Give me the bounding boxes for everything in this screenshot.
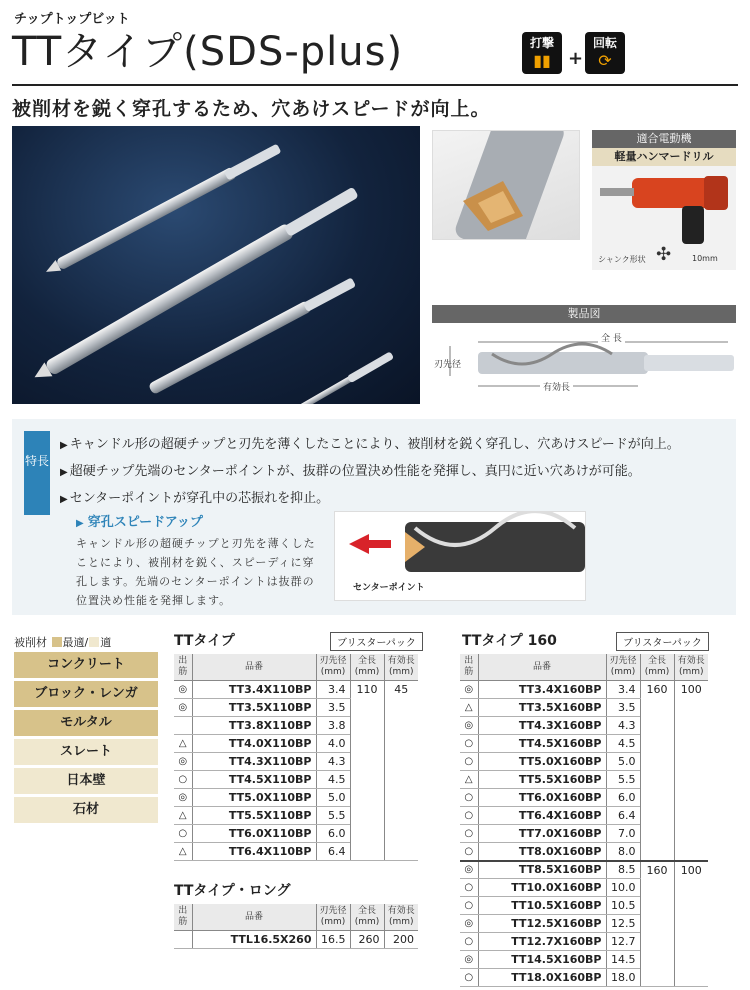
- col-part: 品番: [192, 654, 316, 681]
- material-item: ブロック・レンガ: [14, 681, 158, 707]
- tt-long-table-body: [174, 931, 418, 949]
- good-label: 適: [100, 636, 112, 649]
- blade-diameter: 4.5: [316, 771, 350, 789]
- speed-up-text: キャンドル形の超硬チップと刃先を薄くしたことにより、被削材を鋭く、スピーディに穿孔します。先端のセンターポイントは抜群の位置決め性能を発揮します。: [76, 537, 316, 607]
- blade-diameter: 5.0: [316, 789, 350, 807]
- part-number: TT6.0X160BP: [478, 789, 606, 807]
- blade-diameter: 6.0: [606, 789, 640, 807]
- part-number: TT18.0X160BP: [478, 969, 606, 987]
- col-total: 全長 (mm): [640, 654, 674, 681]
- tt-table-title: TTタイプ: [174, 633, 235, 649]
- tt-long-spec-table: [174, 904, 418, 949]
- use-symbol: △: [174, 843, 192, 861]
- col-diameter: 刃先径 (mm): [316, 904, 350, 931]
- tt160-blister-pack-label: ブリスターパック: [616, 632, 709, 651]
- col-use: 出 筋: [174, 904, 192, 931]
- material-item: 日本壁: [14, 768, 158, 794]
- use-symbol: ◎: [174, 789, 192, 807]
- use-symbol: ○: [174, 771, 192, 789]
- part-number: TTL16.5X260: [192, 931, 316, 949]
- use-symbol: ◎: [460, 915, 478, 933]
- drill-bits-image: [12, 126, 420, 404]
- product-photo: [12, 126, 420, 404]
- part-number: TT4.3X110BP: [192, 753, 316, 771]
- shank-shape-label: シャンク形状: [598, 255, 646, 264]
- blade-diameter: 4.5: [606, 735, 640, 753]
- tool-type-label: 軽量ハンマードリル: [592, 148, 736, 166]
- part-number: TT3.4X110BP: [192, 681, 316, 699]
- part-number: TT8.0X160BP: [478, 843, 606, 861]
- part-number: TT5.5X160BP: [478, 771, 606, 789]
- part-number: TT10.0X160BP: [478, 879, 606, 897]
- blade-diameter: 8.5: [606, 861, 640, 879]
- col-use: 出 筋: [460, 654, 478, 681]
- table-row: [460, 861, 708, 879]
- total-length: 110: [350, 681, 384, 861]
- shank-size-label: 10mm: [692, 254, 718, 263]
- tt-spec-table: [174, 654, 418, 861]
- blade-diameter: 4.0: [316, 735, 350, 753]
- blade-diameter: 5.5: [606, 771, 640, 789]
- features-tag: 特長: [24, 431, 50, 515]
- badge-plus: +: [568, 48, 584, 69]
- part-number: TT3.8X110BP: [192, 717, 316, 735]
- hammer-icon: ▮▮: [533, 51, 551, 70]
- part-number: TT10.5X160BP: [478, 897, 606, 915]
- use-symbol: ○: [460, 879, 478, 897]
- blade-diameter: 3.8: [316, 717, 350, 735]
- use-symbol: ◎: [460, 717, 478, 735]
- part-number: TT6.4X110BP: [192, 843, 316, 861]
- part-number: TT7.0X160BP: [478, 825, 606, 843]
- table-row: [174, 931, 418, 949]
- part-number: TT14.5X160BP: [478, 951, 606, 969]
- blade-diameter: 6.0: [316, 825, 350, 843]
- best-label: 最適: [62, 636, 85, 649]
- part-number: TT6.0X110BP: [192, 825, 316, 843]
- lead-text: 被削材を鋭く穿孔するため、穴あけスピードが向上。: [12, 98, 491, 120]
- col-diameter: 刃先径 (mm): [316, 654, 350, 681]
- blade-diameter: 4.3: [606, 717, 640, 735]
- product-diagram: [432, 324, 736, 404]
- part-number: TT5.0X110BP: [192, 789, 316, 807]
- part-number: TT4.0X110BP: [192, 735, 316, 753]
- use-symbol: ○: [174, 825, 192, 843]
- table-row: [460, 681, 708, 699]
- shank-shape-icon: ✣: [656, 244, 672, 265]
- blade-diameter: 6.4: [606, 807, 640, 825]
- speed-up-title: ▶ 穿孔スピードアップ: [76, 511, 203, 530]
- total-length: 160: [640, 861, 674, 987]
- blade-diameter: 5.5: [316, 807, 350, 825]
- part-number: TT3.4X160BP: [478, 681, 606, 699]
- use-symbol: ○: [460, 753, 478, 771]
- part-number: TT4.5X110BP: [192, 771, 316, 789]
- use-symbol: ○: [460, 969, 478, 987]
- material-item: モルタル: [14, 710, 158, 736]
- blade-diameter: 8.0: [606, 843, 640, 861]
- total-length-label: 全 長: [598, 331, 625, 344]
- tt160-spec-table: [460, 654, 708, 987]
- total-length: 260: [350, 931, 384, 949]
- tt160-table-body: [460, 681, 708, 987]
- part-number: TT5.5X110BP: [192, 807, 316, 825]
- part-number: TT3.5X110BP: [192, 699, 316, 717]
- impact-badge: [522, 32, 562, 74]
- use-symbol: ○: [460, 897, 478, 915]
- materials-list: [14, 652, 158, 826]
- blade-diameter: 16.5: [316, 931, 350, 949]
- use-symbol: △: [460, 699, 478, 717]
- category-label: チップトップビット: [14, 12, 130, 27]
- part-number: TT4.5X160BP: [478, 735, 606, 753]
- blade-diameter: 12.5: [606, 915, 640, 933]
- tt-table-body: [174, 681, 418, 861]
- tt-long-table-title: TTタイプ・ロング: [174, 883, 291, 899]
- use-symbol: △: [174, 807, 192, 825]
- use-symbol: [174, 931, 192, 949]
- part-number: TT4.3X160BP: [478, 717, 606, 735]
- rotation-icon: ⟳: [598, 51, 612, 70]
- impact-badge-label: 打撃: [529, 36, 554, 50]
- bit-diagram: [432, 324, 736, 404]
- blade-diameter: 18.0: [606, 969, 640, 987]
- blade-diameter: 4.3: [316, 753, 350, 771]
- blade-diameter: 12.7: [606, 933, 640, 951]
- material-item: 石材: [14, 797, 158, 823]
- product-diagram-heading: 製品図: [432, 305, 736, 323]
- col-effective: 有効長 (mm): [384, 904, 418, 931]
- blade-diameter: 14.5: [606, 951, 640, 969]
- compatible-tool-heading: 適合電動機: [592, 130, 736, 148]
- use-symbol: ○: [460, 735, 478, 753]
- use-symbol: ◎: [174, 681, 192, 699]
- blade-diameter: 6.4: [316, 843, 350, 861]
- page-title: TTタイプ(SDS-plus): [12, 29, 404, 75]
- part-number: TT5.0X160BP: [478, 753, 606, 771]
- use-symbol: [174, 717, 192, 735]
- materials-label: 被削材: [14, 636, 47, 649]
- feature-item: ▶ 超硬チップ先端のセンターポイントが、抜群の位置決め性能を発揮し、真円に近い穴あけが可能。: [60, 459, 680, 486]
- col-total: 全長 (mm): [350, 654, 384, 681]
- use-symbol: ○: [460, 789, 478, 807]
- blade-diameter: 3.4: [316, 681, 350, 699]
- col-use: 出 筋: [174, 654, 192, 681]
- best-swatch: [52, 637, 62, 647]
- col-total: 全長 (mm): [350, 904, 384, 931]
- effective-length: 100: [674, 681, 708, 861]
- rotation-badge: [585, 32, 625, 74]
- features-list: [60, 432, 680, 513]
- use-symbol: ◎: [460, 951, 478, 969]
- effective-length: 200: [384, 931, 418, 949]
- part-number: TT12.7X160BP: [478, 933, 606, 951]
- use-symbol: ○: [460, 825, 478, 843]
- blade-diameter: 10.0: [606, 879, 640, 897]
- blade-diameter: 7.0: [606, 825, 640, 843]
- part-number: TT6.4X160BP: [478, 807, 606, 825]
- center-point-label: センターポイント: [353, 583, 425, 593]
- tt160-table-title: TTタイプ 160: [462, 633, 557, 649]
- col-part: 品番: [478, 654, 606, 681]
- material-item: コンクリート: [14, 652, 158, 678]
- blade-diameter: 5.0: [606, 753, 640, 771]
- use-symbol: ◎: [460, 861, 478, 879]
- blade-diameter: 3.5: [606, 699, 640, 717]
- hammer-drill-icon: [592, 168, 736, 248]
- feature-item: ▶ キャンドル形の超硬チップと刃先を薄くしたことにより、被削材を鋭く穿孔し、穴あけスピードが向上。: [60, 432, 680, 459]
- good-swatch: [89, 637, 99, 647]
- title-rule: [12, 84, 738, 86]
- part-number: TT12.5X160BP: [478, 915, 606, 933]
- use-symbol: ○: [460, 843, 478, 861]
- col-effective: 有効長 (mm): [384, 654, 418, 681]
- blade-diameter: 3.5: [316, 699, 350, 717]
- part-number: TT8.5X160BP: [478, 861, 606, 879]
- legend-slash: /: [84, 636, 89, 649]
- total-length: 160: [640, 681, 674, 861]
- col-part: 品番: [192, 904, 316, 931]
- tip-closeup-photo: [432, 130, 580, 240]
- use-symbol: ◎: [174, 753, 192, 771]
- blade-diameter: 10.5: [606, 897, 640, 915]
- feature-item: ▶ センターポイントが穿孔中の芯振れを抑止。: [60, 486, 680, 513]
- use-symbol: ◎: [460, 681, 478, 699]
- use-symbol: ○: [460, 807, 478, 825]
- compatible-tool-box: [592, 130, 736, 270]
- tt-blister-pack-label: ブリスターパック: [330, 632, 423, 651]
- center-point-figure: [334, 511, 586, 601]
- effective-length: 100: [674, 861, 708, 987]
- materials-legend: [14, 634, 111, 650]
- part-number: TT3.5X160BP: [478, 699, 606, 717]
- use-symbol: ○: [460, 933, 478, 951]
- use-symbol: △: [460, 771, 478, 789]
- effective-length: 45: [384, 681, 418, 861]
- material-item: スレート: [14, 739, 158, 765]
- use-symbol: ◎: [174, 699, 192, 717]
- rotation-badge-label: 回転: [592, 36, 617, 50]
- col-effective: 有効長 (mm): [674, 654, 708, 681]
- features-panel: [12, 419, 736, 615]
- col-diameter: 刃先径 (mm): [606, 654, 640, 681]
- tip-closeup-image: [433, 131, 580, 240]
- table-row: [174, 681, 418, 699]
- blade-diameter-label: 刃先径: [434, 360, 462, 370]
- effective-length-label: 有効長: [540, 380, 573, 393]
- use-symbol: △: [174, 735, 192, 753]
- blade-diameter: 3.4: [606, 681, 640, 699]
